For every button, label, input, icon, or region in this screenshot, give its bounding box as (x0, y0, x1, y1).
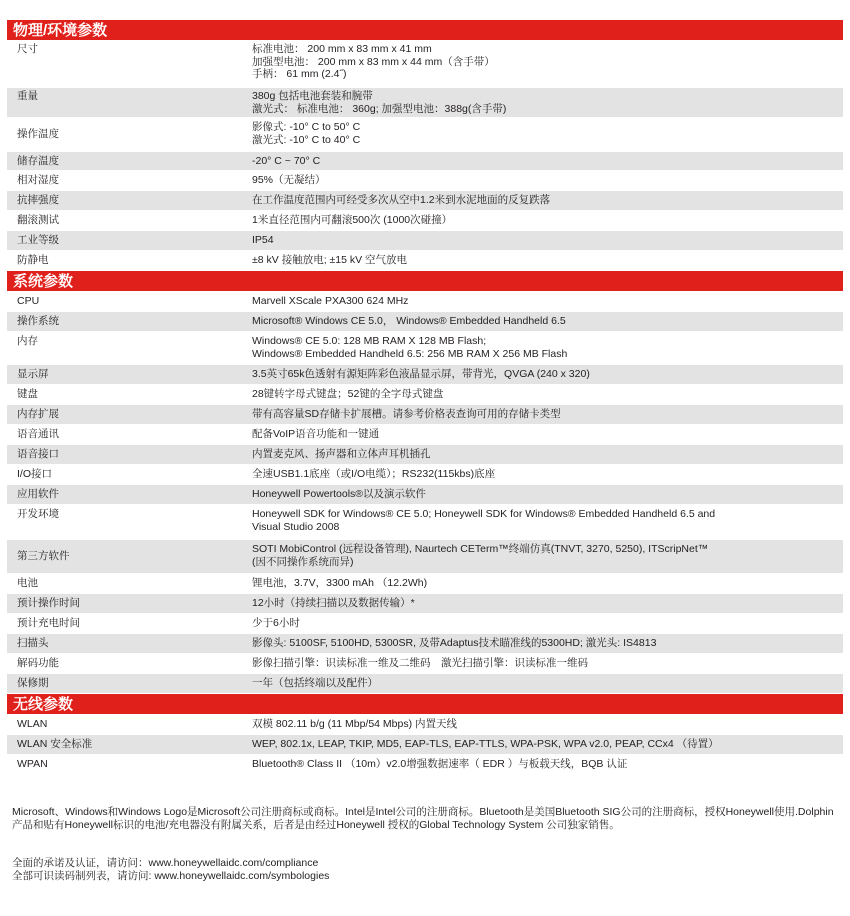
spec-label: 防静电 (17, 254, 49, 267)
spec-value (252, 425, 843, 444)
spec-label: 解码功能 (17, 657, 59, 670)
spec-value (252, 211, 843, 230)
spec-value-line: 95%（无凝结） (252, 174, 326, 186)
spec-value-line: Visual Studio 2008 (252, 520, 340, 533)
spec-value-line: Marvell XScale PXA300 624 MHz (252, 295, 409, 307)
spec-label: 储存温度 (17, 154, 59, 167)
spec-value (252, 332, 843, 364)
spec-label: WLAN (17, 718, 48, 731)
spec-label: WPAN (17, 758, 48, 771)
spec-value-line: 3.5英寸65k色透射有源矩阵彩色液晶显示屏，带背光，QVGA (240 x 320) (252, 368, 590, 380)
spec-row-weight (7, 88, 843, 118)
spec-row-voice (7, 425, 843, 445)
spec-label: 内存 (17, 335, 38, 347)
spec-label: 键盘 (17, 388, 38, 401)
spec-value-line: Windows® CE 5.0: 128 MB RAM X 128 MB Flash; (252, 335, 487, 347)
spec-label: 保修期 (17, 677, 49, 690)
trademark-note: Microsoft、Windows和Windows Logo是Microsoft公司注册商标或商标。Intel是Intel公司的注册商标。Bluetooth是美国Bluetooth SIG公司的注册商标，授权Honeywell使用.Dolphin 产品和贴有Honeywell标识的电池/充电器没有附属关系，后者是由经过Honeywell 授权的Global Technology System 公司独家销售。 (12, 806, 834, 831)
spec-row-wlan-security (7, 735, 843, 755)
spec-row-battery (7, 574, 843, 594)
spec-label: 内存扩展 (17, 408, 59, 421)
spec-row-display (7, 365, 843, 385)
spec-row-third-party (7, 540, 843, 574)
spec-value-line: 28键转字母式键盘；52键的全字母式键盘 (252, 388, 444, 400)
spec-row-humidity (7, 171, 843, 191)
spec-label: 语音接口 (17, 448, 59, 461)
spec-value-line: SOTI MobiControl (远程设备管理), Naurtech CETerm™终端仿真(TNVT, 3270, 5250), ITScripNet™ (252, 543, 709, 555)
spec-label: 操作温度 (17, 128, 59, 141)
spec-value (252, 191, 843, 210)
spec-row-esd (7, 251, 843, 271)
spec-row-wlan (7, 715, 843, 735)
spec-value (252, 118, 843, 151)
spec-value-line: Windows® Embedded Handheld 6.5: 256 MB RAM X 256 MB Flash (252, 347, 568, 360)
spec-value-line: 加强型电池： 200 mm x 83 mm x 44 mm（含手带） (252, 55, 495, 68)
spec-value-line: Bluetooth® Class II （10m）v2.0增强数据速率（ EDR ）与板载天线，BQB 认证 (252, 758, 628, 770)
spec-label: I/O接口 (17, 468, 53, 481)
spec-value (252, 654, 843, 673)
spec-label: 尺寸 (17, 43, 38, 55)
spec-row-apps (7, 485, 843, 505)
spec-value-line: 配备VoIP语音功能和一键通 (252, 428, 380, 440)
spec-value-line: 影像扫描引擎：识读标准一维及二维码 激光扫描引擎：识读标准一维码 (252, 657, 588, 669)
spec-value-line: 带有高容量SD存储卡扩展槽。请参考价格表查询可用的存储卡类型 (252, 408, 561, 420)
spec-value-line: Honeywell SDK for Windows® CE 5.0; Honeywell SDK for Windows® Embedded Handheld 6.5 and (252, 508, 716, 520)
spec-value (252, 171, 843, 190)
spec-label: 语音通讯 (17, 428, 59, 441)
spec-value-line: 12小时（持续扫描以及数据传输）* (252, 597, 415, 609)
spec-value-line: ±8 kV 接触放电; ±15 kV 空气放电 (252, 254, 408, 266)
compliance-note: 全面的承诺及认证，请访问：www.honeywellaidc.com/compliance (12, 857, 319, 869)
spec-value (252, 594, 843, 613)
spec-value-line: (因不同操作系统而异) (252, 555, 354, 568)
spec-row-warranty (7, 674, 843, 694)
spec-row-operating-time (7, 594, 843, 614)
spec-value (252, 735, 843, 754)
spec-row-dimensions (7, 41, 843, 88)
spec-label: 开发环境 (17, 508, 59, 520)
spec-label: 应用软件 (17, 488, 59, 501)
spec-row-decode (7, 654, 843, 674)
spec-value (252, 251, 843, 270)
spec-row-expansion (7, 405, 843, 425)
spec-value-line: 双模 802.11 b/g (11 Mbp/54 Mbps) 内置天线 (252, 718, 458, 730)
spec-row-keyboard (7, 385, 843, 405)
spec-row-audio (7, 445, 843, 465)
spec-value-line: 手柄： 61 mm (2.4˝) (252, 68, 347, 80)
spec-row-io (7, 465, 843, 485)
spec-label: 预计充电时间 (17, 617, 80, 630)
section-header-system: 系统参数 (7, 271, 843, 292)
spec-value-line: 380g 包括电池套装和腕带 (252, 90, 373, 102)
spec-row-storage-temp (7, 152, 843, 171)
spec-row-ip-rating (7, 231, 843, 251)
spec-value-line: 1米直径范围内可翻滚500次 (1000次碰撞） (252, 214, 453, 226)
spec-value (252, 292, 843, 311)
spec-value-line: -20° C ~ 70° C (252, 155, 321, 167)
spec-label: 电池 (17, 577, 38, 590)
spec-value (252, 674, 843, 693)
spec-value (252, 465, 843, 484)
spec-value-line: 标准电池： 200 mm x 83 mm x 41 mm (252, 43, 432, 55)
symbologies-note: 全部可识读码制列表，请访问: www.honeywellaidc.com/symbologies (12, 870, 330, 882)
spec-value-line: 少于6小时 (252, 617, 300, 629)
spec-label: 翻滚测试 (17, 214, 59, 227)
spec-value (252, 41, 843, 87)
spec-value (252, 505, 843, 539)
spec-row-cpu (7, 292, 843, 312)
spec-label: 扫描头 (17, 637, 49, 650)
spec-label: 重量 (17, 90, 38, 102)
section-header-wireless: 无线参数 (7, 694, 843, 715)
spec-row-memory (7, 332, 843, 365)
spec-label: 相对湿度 (17, 174, 59, 187)
spec-value (252, 614, 843, 633)
spec-value-line: IP54 (252, 234, 274, 246)
spec-row-scan-engine (7, 634, 843, 654)
spec-value-line: 激光式: -10° C to 40° C (252, 133, 361, 146)
spec-row-operating-temp (7, 118, 843, 152)
spec-label: 第三方软件 (17, 550, 70, 563)
spec-value-line: 一年（包括终端以及配件） (252, 677, 378, 689)
spec-row-os (7, 312, 843, 332)
spec-label: CPU (17, 295, 40, 308)
spec-value (252, 755, 843, 774)
spec-value (252, 312, 843, 331)
spec-value (252, 574, 843, 593)
spec-value-line: 激光式： 标准电池： 360g; 加强型电池：388g(含手带) (252, 102, 507, 115)
spec-value (252, 152, 843, 170)
spec-value-line: 全速USB1.1底座（或I/O电缆）；RS232(115kbs)底座 (252, 468, 496, 480)
spec-label: 预计操作时间 (17, 597, 80, 610)
spec-sheet (7, 20, 843, 775)
spec-value (252, 715, 843, 734)
spec-value-line: 影像式: -10° C to 50° C (252, 121, 361, 133)
spec-value (252, 365, 843, 384)
spec-value (252, 445, 843, 464)
spec-label: 显示屏 (17, 368, 49, 381)
spec-value (252, 540, 843, 573)
spec-value (252, 385, 843, 404)
spec-value-line: Honeywell Powertools®以及演示软件 (252, 488, 427, 500)
spec-row-drop (7, 191, 843, 211)
spec-value-line: 内置麦克风、扬声器和立体声耳机插孔 (252, 448, 431, 460)
spec-value-line: 在工作温度范围内可经受多次从空中1.2米到水泥地面的反复跌落 (252, 194, 551, 206)
spec-value (252, 231, 843, 250)
spec-row-wpan (7, 755, 843, 775)
spec-label: 抗摔强度 (17, 194, 59, 207)
spec-row-tumble (7, 211, 843, 231)
spec-label: 操作系统 (17, 315, 59, 328)
spec-value-line: WEP, 802.1x, LEAP, TKIP, MD5, EAP-TLS, EAP-TTLS, WPA-PSK, WPA v2.0, PEAP, CCx4 （待置） (252, 738, 719, 750)
spec-label: WLAN 安全标准 (17, 738, 93, 751)
spec-value-line: 锂电池，3.7V，3300 mAh （12.2Wh) (252, 577, 428, 589)
spec-value (252, 88, 843, 117)
spec-row-charge-time (7, 614, 843, 634)
spec-value (252, 405, 843, 424)
spec-value-line: 影像头: 5100SF, 5100HD, 5300SR, 及带Adaptus技术瞄准线的5300HD; 激光头: IS4813 (252, 637, 657, 649)
section-header-physical: 物理/环境参数 (7, 20, 843, 41)
spec-row-dev-env (7, 505, 843, 540)
spec-value-line: Microsoft® Windows CE 5.0， Windows® Embedded Handheld 6.5 (252, 315, 566, 327)
spec-value (252, 634, 843, 653)
spec-label: 工业等级 (17, 234, 59, 247)
spec-value (252, 485, 843, 504)
